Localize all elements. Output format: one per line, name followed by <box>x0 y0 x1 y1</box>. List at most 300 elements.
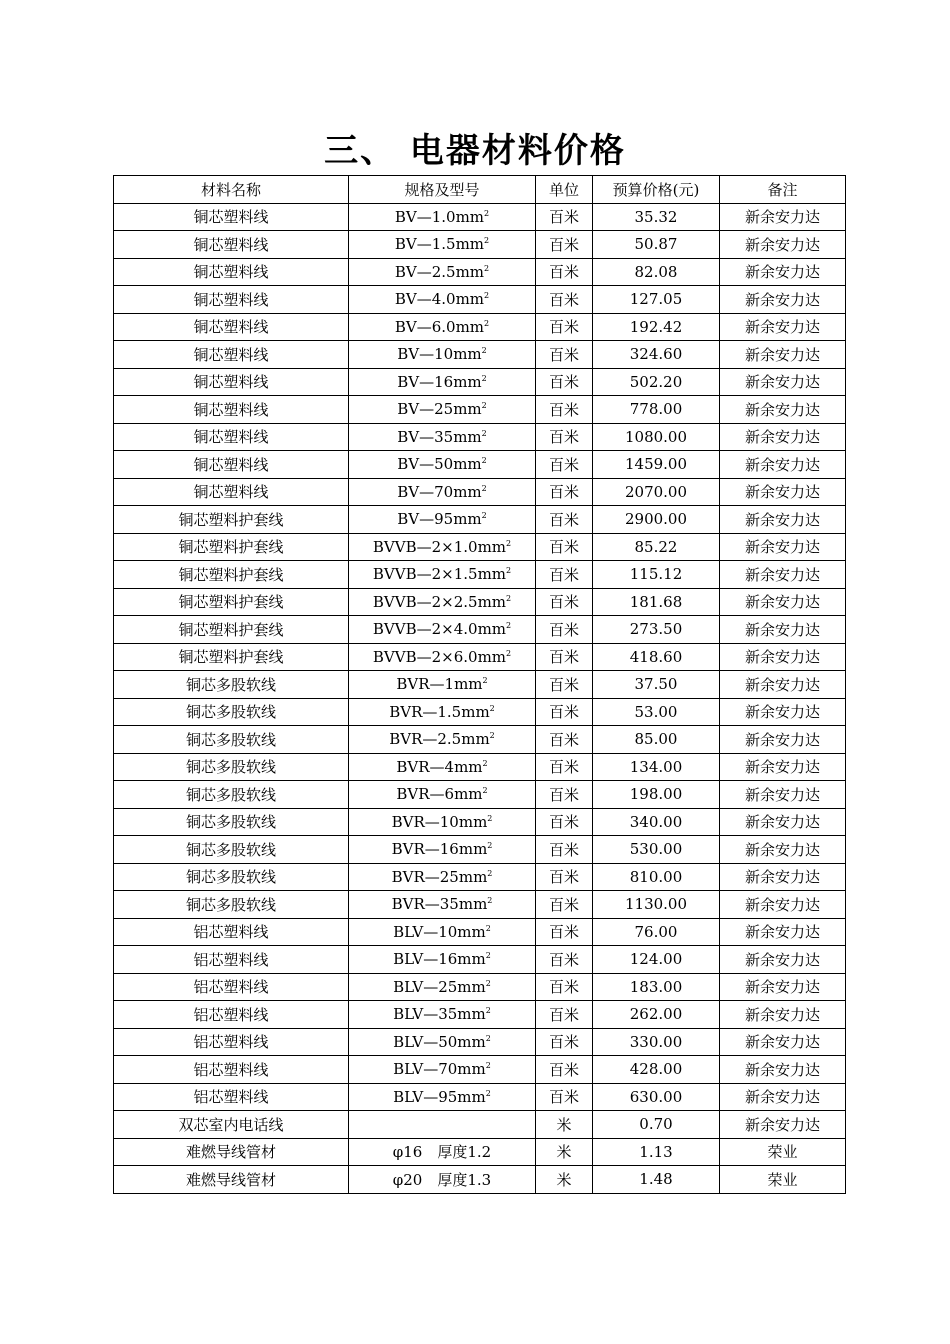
cell-name <box>114 1138 349 1166</box>
cell-unit-text: 百米 <box>548 290 579 309</box>
cell-note-text: 新余安力达 <box>744 1005 820 1024</box>
cell-note-text: 新余安力达 <box>744 840 820 859</box>
cell-note <box>720 1111 846 1139</box>
cell-spec <box>349 258 536 286</box>
cell-spec-superscript: 2 <box>481 456 487 466</box>
cell-note <box>720 726 846 754</box>
cell-note-text: 新余安力达 <box>744 510 820 529</box>
table-header-row <box>114 176 846 204</box>
cell-spec-superscript: 2 <box>489 703 495 713</box>
cell-price-text: 35.32 <box>634 207 678 226</box>
cell-name-text: 铜芯塑料护套线 <box>178 593 284 612</box>
cell-spec-text: BVR—6mm <box>396 785 483 804</box>
cell-note <box>720 341 846 369</box>
cell-note-text: 新余安力达 <box>744 208 820 227</box>
cell-note <box>720 1138 846 1166</box>
cell-note-text: 新余安力达 <box>744 263 820 282</box>
cell-price-text: 50.87 <box>634 235 678 254</box>
table-row <box>114 313 846 341</box>
table-row <box>114 616 846 644</box>
cell-note <box>720 1056 846 1084</box>
cell-note <box>720 973 846 1001</box>
cell-unit <box>536 588 593 616</box>
cell-note-text: 新余安力达 <box>744 895 820 914</box>
cell-spec <box>349 451 536 479</box>
cell-note-text: 新余安力达 <box>744 290 820 309</box>
table-row <box>114 1166 846 1194</box>
cell-spec-superscript: 2 <box>506 621 512 631</box>
cell-unit <box>536 808 593 836</box>
cell-note <box>720 313 846 341</box>
cell-unit <box>536 616 593 644</box>
cell-name <box>114 341 349 369</box>
cell-unit-text: 百米 <box>548 868 579 887</box>
cell-note-text: 新余安力达 <box>744 923 820 942</box>
cell-unit-text: 百米 <box>548 840 579 859</box>
table-row <box>114 286 846 314</box>
cell-price-text: 181.68 <box>629 592 683 611</box>
cell-unit-text: 百米 <box>548 593 579 612</box>
cell-spec-text: BLV—35mm <box>393 1005 486 1024</box>
cell-note <box>720 808 846 836</box>
cell-price-text: 37.50 <box>634 675 678 694</box>
cell-name-text: 铝芯塑料线 <box>193 1005 269 1024</box>
cell-note <box>720 1166 846 1194</box>
cell-price <box>593 671 720 699</box>
cell-note-text: 新余安力达 <box>744 1115 820 1134</box>
cell-unit-text: 百米 <box>548 648 579 667</box>
cell-name <box>114 1028 349 1056</box>
cell-spec <box>349 616 536 644</box>
table-row <box>114 368 846 396</box>
table-row <box>114 1111 846 1139</box>
cell-spec <box>349 698 536 726</box>
cell-note-text: 新余安力达 <box>744 400 820 419</box>
table-row <box>114 561 846 589</box>
cell-spec-superscript: 2 <box>484 263 490 273</box>
cell-price <box>593 1001 720 1029</box>
cell-unit-text: 百米 <box>548 758 579 777</box>
cell-spec <box>349 396 536 424</box>
cell-unit <box>536 368 593 396</box>
cell-spec <box>349 918 536 946</box>
cell-price <box>593 1138 720 1166</box>
table-row <box>114 423 846 451</box>
cell-spec <box>349 1028 536 1056</box>
cell-unit <box>536 1028 593 1056</box>
cell-name <box>114 258 349 286</box>
cell-spec-superscript: 2 <box>506 648 512 658</box>
cell-name-text: 铜芯多股软线 <box>185 868 276 887</box>
cell-spec <box>349 671 536 699</box>
cell-price-text: 192.42 <box>629 317 683 336</box>
cell-note <box>720 1028 846 1056</box>
cell-price-text: 330.00 <box>629 1032 683 1051</box>
cell-note <box>720 863 846 891</box>
cell-name <box>114 781 349 809</box>
cell-unit-text: 百米 <box>548 428 579 447</box>
cell-unit-text: 百米 <box>548 620 579 639</box>
cell-price-text: 0.70 <box>639 1115 673 1134</box>
cell-note-text: 新余安力达 <box>744 978 820 997</box>
cell-name-text: 铜芯塑料护套线 <box>178 648 284 667</box>
cell-unit-text: 百米 <box>548 235 579 254</box>
cell-note <box>720 918 846 946</box>
cell-spec-superscript: 2 <box>484 236 490 246</box>
cell-price <box>593 1056 720 1084</box>
cell-spec-text: BLV—95mm <box>393 1087 486 1106</box>
cell-name <box>114 808 349 836</box>
cell-spec <box>349 368 536 396</box>
table-row <box>114 1083 846 1111</box>
cell-name-text: 铝芯塑料线 <box>193 978 269 997</box>
cell-note <box>720 286 846 314</box>
header-spec-model: 规格及型号 <box>349 176 536 204</box>
cell-spec <box>349 946 536 974</box>
table-row <box>114 478 846 506</box>
cell-price <box>593 698 720 726</box>
table-row <box>114 533 846 561</box>
cell-price-text: 502.20 <box>629 372 683 391</box>
cell-unit-text: 百米 <box>548 538 579 557</box>
cell-unit <box>536 506 593 534</box>
cell-note-text: 荣业 <box>767 1143 798 1162</box>
cell-spec <box>349 1056 536 1084</box>
cell-name-text: 难燃导线管材 <box>185 1143 276 1162</box>
cell-unit <box>536 341 593 369</box>
cell-name <box>114 891 349 919</box>
cell-spec-text: BV—50mm <box>397 455 482 474</box>
cell-note-text: 新余安力达 <box>744 703 820 722</box>
cell-note-text: 新余安力达 <box>744 813 820 832</box>
cell-price <box>593 973 720 1001</box>
cell-note <box>720 588 846 616</box>
cell-note <box>720 423 846 451</box>
cell-name-text: 铜芯多股软线 <box>185 895 276 914</box>
cell-unit <box>536 891 593 919</box>
table-row <box>114 1001 846 1029</box>
cell-name <box>114 616 349 644</box>
cell-note <box>720 203 846 231</box>
cell-price-text: 418.60 <box>629 647 683 666</box>
cell-price-text: 428.00 <box>629 1060 683 1079</box>
cell-unit <box>536 698 593 726</box>
cell-price <box>593 1166 720 1194</box>
cell-name <box>114 753 349 781</box>
header-remark: 备注 <box>720 176 846 204</box>
cell-note <box>720 231 846 259</box>
cell-spec-superscript: 2 <box>484 208 490 218</box>
cell-name <box>114 643 349 671</box>
cell-spec-text: BVVB—2×1.0mm <box>372 537 507 556</box>
cell-price-text: 134.00 <box>629 757 683 776</box>
cell-name <box>114 231 349 259</box>
cell-price <box>593 203 720 231</box>
cell-name <box>114 1056 349 1084</box>
cell-note <box>720 506 846 534</box>
cell-unit-text: 百米 <box>548 923 579 942</box>
cell-unit-text: 百米 <box>548 978 579 997</box>
cell-note <box>720 753 846 781</box>
cell-name-text: 铜芯多股软线 <box>185 785 276 804</box>
cell-note <box>720 616 846 644</box>
cell-spec-superscript: 2 <box>506 593 512 603</box>
cell-unit-text: 百米 <box>548 400 579 419</box>
cell-unit-text: 百米 <box>548 895 579 914</box>
cell-name-text: 铜芯塑料线 <box>193 208 269 227</box>
cell-note-text: 新余安力达 <box>744 345 820 364</box>
cell-price-text: 1.48 <box>639 1170 673 1189</box>
cell-price <box>593 396 720 424</box>
cell-unit <box>536 726 593 754</box>
cell-note-text: 新余安力达 <box>744 373 820 392</box>
cell-price-text: 778.00 <box>629 400 683 419</box>
cell-name-text: 铜芯塑料护套线 <box>178 510 284 529</box>
cell-name-text: 铜芯塑料线 <box>193 263 269 282</box>
cell-name-text: 铜芯塑料线 <box>193 290 269 309</box>
cell-name <box>114 671 349 699</box>
cell-spec-superscript: 2 <box>481 428 487 438</box>
cell-spec-superscript: 2 <box>481 373 487 383</box>
cell-unit <box>536 1083 593 1111</box>
cell-price <box>593 946 720 974</box>
cell-name <box>114 396 349 424</box>
cell-price-text: 76.00 <box>634 922 678 941</box>
cell-note <box>720 698 846 726</box>
cell-note-text: 新余安力达 <box>744 868 820 887</box>
cell-price-text: 85.22 <box>634 537 678 556</box>
cell-name <box>114 836 349 864</box>
cell-name <box>114 918 349 946</box>
cell-note <box>720 643 846 671</box>
cell-spec-superscript: 2 <box>484 318 490 328</box>
cell-spec-text: BVR—1.5mm <box>389 702 490 721</box>
cell-price <box>593 506 720 534</box>
table-row <box>114 753 846 781</box>
cell-price-text: 85.00 <box>634 730 678 749</box>
cell-price-text: 2070.00 <box>624 482 688 501</box>
cell-unit <box>536 313 593 341</box>
cell-spec <box>349 973 536 1001</box>
cell-unit-text: 百米 <box>548 1088 579 1107</box>
cell-name-text: 铜芯塑料线 <box>193 428 269 447</box>
cell-name-text: 铜芯塑料线 <box>193 373 269 392</box>
cell-spec-text: BLV—10mm <box>393 922 486 941</box>
cell-name-text: 难燃导线管材 <box>185 1170 276 1189</box>
table-row <box>114 808 846 836</box>
cell-name <box>114 946 349 974</box>
cell-unit <box>536 1056 593 1084</box>
cell-spec-text: BVVB—2×1.5mm <box>372 565 507 584</box>
cell-spec-text: BVVB—2×2.5mm <box>372 592 507 611</box>
cell-price <box>593 753 720 781</box>
cell-price-text: 2900.00 <box>624 510 688 529</box>
cell-note <box>720 533 846 561</box>
cell-spec <box>349 1083 536 1111</box>
table-row <box>114 231 846 259</box>
cell-price <box>593 423 720 451</box>
cell-spec-superscript: 2 <box>485 1061 491 1071</box>
cell-spec-text: BV—1.5mm <box>394 235 485 254</box>
cell-unit-text: 百米 <box>548 703 579 722</box>
cell-spec <box>349 341 536 369</box>
cell-spec-superscript: 2 <box>485 923 491 933</box>
cell-spec-text: φ16 厚度1.2 <box>392 1143 492 1162</box>
table-row <box>114 506 846 534</box>
cell-name <box>114 1111 349 1139</box>
cell-price-text: 115.12 <box>629 565 683 584</box>
table-row <box>114 698 846 726</box>
cell-note <box>720 1083 846 1111</box>
cell-unit-text: 百米 <box>548 373 579 392</box>
cell-spec-text: BV—35mm <box>397 427 482 446</box>
cell-unit-text: 百米 <box>548 675 579 694</box>
cell-price-text: 273.50 <box>629 620 683 639</box>
cell-price-text: 183.00 <box>629 977 683 996</box>
cell-unit <box>536 258 593 286</box>
cell-unit-text: 百米 <box>548 510 579 529</box>
cell-spec-superscript: 2 <box>485 978 491 988</box>
cell-unit <box>536 1001 593 1029</box>
table-row <box>114 918 846 946</box>
cell-spec <box>349 533 536 561</box>
table-row <box>114 863 846 891</box>
cell-price <box>593 231 720 259</box>
cell-spec <box>349 313 536 341</box>
cell-spec-superscript: 2 <box>506 538 512 548</box>
table-row <box>114 726 846 754</box>
cell-price-text: 124.00 <box>629 950 683 969</box>
cell-note <box>720 451 846 479</box>
cell-name-text: 铝芯塑料线 <box>193 1088 269 1107</box>
cell-note <box>720 478 846 506</box>
cell-spec-superscript: 2 <box>487 841 493 851</box>
cell-spec-text: BVR—35mm <box>391 895 488 914</box>
cell-price <box>593 616 720 644</box>
cell-price-text: 1459.00 <box>624 455 688 474</box>
cell-name <box>114 1166 349 1194</box>
cell-name-text: 铝芯塑料线 <box>193 1033 269 1052</box>
cell-unit <box>536 863 593 891</box>
cell-price <box>593 1083 720 1111</box>
cell-spec-superscript: 2 <box>485 1088 491 1098</box>
cell-unit <box>536 203 593 231</box>
cell-name-text: 铜芯塑料线 <box>193 235 269 254</box>
cell-note-text: 新余安力达 <box>744 620 820 639</box>
cell-spec-text: BV—70mm <box>397 482 482 501</box>
cell-name <box>114 286 349 314</box>
cell-spec <box>349 863 536 891</box>
cell-note-text: 新余安力达 <box>744 428 820 447</box>
cell-unit-text: 米 <box>556 1143 572 1162</box>
cell-name <box>114 588 349 616</box>
cell-note-text: 新余安力达 <box>744 758 820 777</box>
cell-unit <box>536 1138 593 1166</box>
cell-note-text: 新余安力达 <box>744 565 820 584</box>
cell-price-text: 324.60 <box>629 345 683 364</box>
cell-name-text: 铜芯塑料线 <box>193 455 269 474</box>
cell-price <box>593 451 720 479</box>
cell-unit <box>536 423 593 451</box>
cell-spec-text: BV—6.0mm <box>394 317 485 336</box>
cell-note-text: 新余安力达 <box>744 730 820 749</box>
cell-note <box>720 946 846 974</box>
cell-price-text: 127.05 <box>629 290 683 309</box>
cell-price <box>593 533 720 561</box>
cell-spec <box>349 423 536 451</box>
cell-spec-text: BLV—16mm <box>393 950 486 969</box>
cell-spec-superscript: 2 <box>485 951 491 961</box>
cell-name-text: 铜芯多股软线 <box>185 730 276 749</box>
cell-note-text: 新余安力达 <box>744 648 820 667</box>
cell-price <box>593 891 720 919</box>
cell-unit-text: 百米 <box>548 318 579 337</box>
cell-price-text: 82.08 <box>634 262 678 281</box>
cell-price-text: 1130.00 <box>624 895 688 914</box>
cell-note-text: 新余安力达 <box>744 593 820 612</box>
cell-spec <box>349 753 536 781</box>
cell-note <box>720 781 846 809</box>
table-row <box>114 781 846 809</box>
cell-name <box>114 203 349 231</box>
cell-price <box>593 918 720 946</box>
cell-name-text: 铜芯塑料线 <box>193 400 269 419</box>
cell-unit-text: 百米 <box>548 730 579 749</box>
table-row <box>114 973 846 1001</box>
cell-unit <box>536 286 593 314</box>
cell-unit <box>536 396 593 424</box>
table-row <box>114 671 846 699</box>
cell-unit-text: 百米 <box>548 345 579 364</box>
cell-name <box>114 533 349 561</box>
cell-note <box>720 891 846 919</box>
cell-name-text: 铜芯多股软线 <box>185 758 276 777</box>
cell-spec-superscript: 2 <box>487 868 493 878</box>
cell-note-text: 新余安力达 <box>744 318 820 337</box>
cell-price-text: 530.00 <box>629 840 683 859</box>
table-row <box>114 1138 846 1166</box>
cell-unit-text: 百米 <box>548 1060 579 1079</box>
cell-note-text: 新余安力达 <box>744 1088 820 1107</box>
cell-name <box>114 368 349 396</box>
cell-spec-text: BVVB—2×6.0mm <box>372 647 507 666</box>
cell-note <box>720 671 846 699</box>
cell-note-text: 新余安力达 <box>744 675 820 694</box>
table-row <box>114 341 846 369</box>
cell-spec <box>349 808 536 836</box>
cell-spec <box>349 286 536 314</box>
cell-spec <box>349 643 536 671</box>
cell-unit <box>536 753 593 781</box>
cell-price <box>593 368 720 396</box>
cell-price <box>593 313 720 341</box>
table-body <box>114 203 846 1193</box>
cell-name-text: 双芯室内电话线 <box>178 1115 284 1134</box>
cell-spec <box>349 506 536 534</box>
cell-spec-superscript: 2 <box>481 401 487 411</box>
cell-spec-superscript: 2 <box>485 1033 491 1043</box>
cell-note-text: 新余安力达 <box>744 785 820 804</box>
cell-spec <box>349 891 536 919</box>
cell-note-text: 新余安力达 <box>744 1033 820 1052</box>
cell-note <box>720 396 846 424</box>
cell-name-text: 铜芯塑料线 <box>193 483 269 502</box>
cell-spec-text: BVR—2.5mm <box>389 730 490 749</box>
cell-name <box>114 451 349 479</box>
cell-unit <box>536 946 593 974</box>
cell-unit-text: 百米 <box>548 785 579 804</box>
cell-spec <box>349 478 536 506</box>
